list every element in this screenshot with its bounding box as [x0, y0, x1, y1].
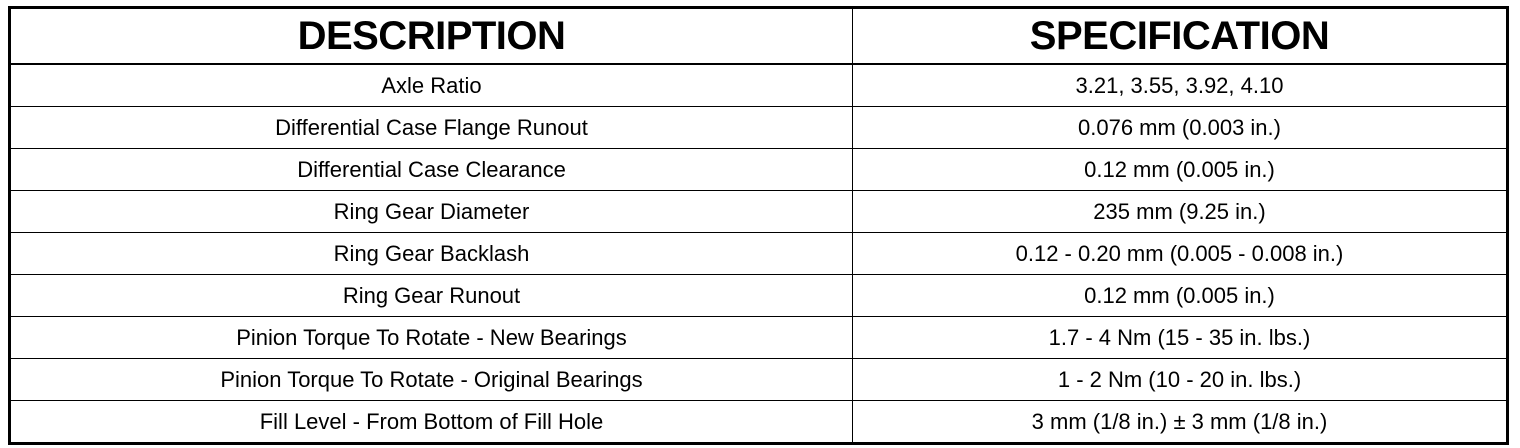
table-row [10, 149, 1508, 191]
specification-cell: 1 - 2 Nm (10 - 20 in. lbs.) [853, 359, 1508, 401]
specification-cell: 3.21, 3.55, 3.92, 4.10 [853, 64, 1508, 107]
description-cell: Ring Gear Backlash [10, 233, 853, 275]
description-cell: Differential Case Clearance [10, 149, 853, 191]
specification-table [8, 6, 1509, 445]
table-row [10, 107, 1508, 149]
table-row [10, 275, 1508, 317]
specification-cell: 0.12 - 0.20 mm (0.005 - 0.008 in.) [853, 233, 1508, 275]
description-cell: Axle Ratio [10, 64, 853, 107]
table-body [10, 64, 1508, 444]
description-cell: Fill Level - From Bottom of Fill Hole [10, 401, 853, 444]
description-cell: Ring Gear Diameter [10, 191, 853, 233]
description-cell: Pinion Torque To Rotate - New Bearings [10, 317, 853, 359]
specification-cell: 0.12 mm (0.005 in.) [853, 149, 1508, 191]
table-row [10, 64, 1508, 107]
description-cell: Pinion Torque To Rotate - Original Bearings [10, 359, 853, 401]
specification-cell: 235 mm (9.25 in.) [853, 191, 1508, 233]
header-row [10, 8, 1508, 65]
table-header [10, 8, 1508, 65]
specification-cell: 0.12 mm (0.005 in.) [853, 275, 1508, 317]
description-cell: Ring Gear Runout [10, 275, 853, 317]
table-row [10, 359, 1508, 401]
header-description: DESCRIPTION [10, 8, 853, 65]
specification-cell: 1.7 - 4 Nm (15 - 35 in. lbs.) [853, 317, 1508, 359]
description-cell: Differential Case Flange Runout [10, 107, 853, 149]
table-row [10, 191, 1508, 233]
specification-cell: 3 mm (1/8 in.) ± 3 mm (1/8 in.) [853, 401, 1508, 444]
table-row [10, 317, 1508, 359]
table-row [10, 233, 1508, 275]
header-specification: SPECIFICATION [853, 8, 1508, 65]
table-row [10, 401, 1508, 444]
specification-cell: 0.076 mm (0.003 in.) [853, 107, 1508, 149]
